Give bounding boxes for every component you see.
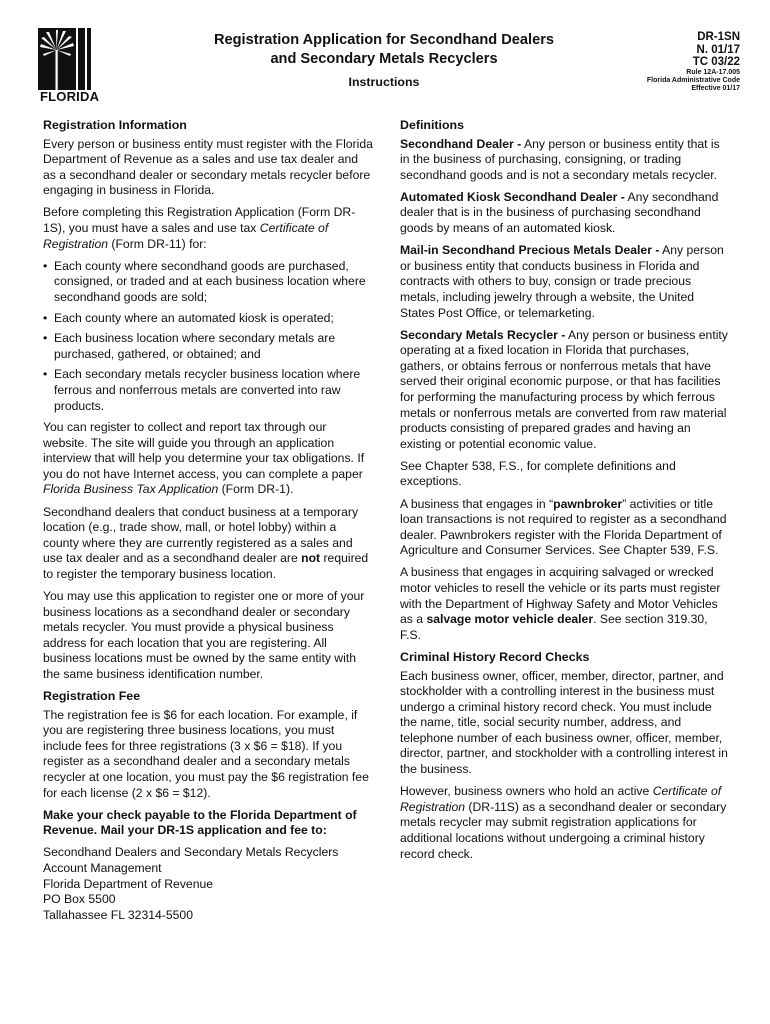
list-item: • Each secondary metals recycler business location where ferrous and nonferrous metals are converted into raw products. bbox=[43, 367, 373, 414]
paragraph: Secondhand dealers that conduct business at a temporary location (e.g., trade show, mall, or hotel lobby) within a county where they are currently registered as a sales and use tax dealer and as a secondhand dealer are not required to register the temporary business location. bbox=[43, 504, 369, 581]
mailing-instruction: Make your check payable to the Florida Department of Revenue. Mail your DR-1S application and fee to: bbox=[43, 807, 357, 838]
definition: Secondhand Dealer - Any person or business entity that is in the business of purchasing, consigning, or trading secondhand goods and is not a secondary metals recycler. bbox=[400, 136, 720, 182]
paragraph: You can register to collect and report tax through our website. The site will guide you through an application interview that will help you determine your tax obligations. If you do not have Internet access, you can complete a paper Florida Business Tax Application (Form DR-1). bbox=[43, 420, 365, 497]
effective-date: Effective 01/17 bbox=[691, 84, 740, 92]
definition: Automated Kiosk Secondhand Dealer - Any secondhand dealer that is in the business of purchasing secondhand goods by means of an automated kiosk. bbox=[400, 189, 719, 236]
requirements-list bbox=[43, 259, 373, 414]
mailing-address bbox=[43, 845, 373, 923]
paragraph: The registration fee is $6 for each location. For example, if you are registering three business locations, you must include fees for three registrations (3 x $6 = $18). If you register as a secondhand dealer and a secondary metals recycler at one location, you must pay the $6 registration fee for each license (2 x $6 = $12). bbox=[43, 707, 369, 800]
definitions-heading: Definitions bbox=[400, 118, 465, 132]
address-line: Account Management bbox=[43, 861, 162, 876]
paragraph: Each business owner, officer, member, director, partner, and stockholder with a controlling interest in the business must undergo a criminal history record check. You must include the name, title, social security number, address, and telephone number of each business owner, officer, member, director, partner, and stockholder with a controlling interest in the business. bbox=[400, 668, 728, 777]
paragraph: A business that engages in acquiring salvaged or wrecked motor vehicles to resell the vehicle or its parts must register with the Department of Highway Safety and Motor Vehicles as a salvage motor vehicle dealer. See section 319.30, F.S. bbox=[400, 565, 721, 642]
registration-info-heading: Registration Information bbox=[43, 118, 187, 132]
registration-fee-heading: Registration Fee bbox=[43, 689, 141, 704]
list-item: • Each county where an automated kiosk is operated; bbox=[43, 311, 373, 327]
address-line: Florida Department of Revenue bbox=[43, 876, 214, 891]
paragraph: Every person or business entity must register with the Florida Department of Revenue as a sales and use tax dealer and as a secondhand dealer or secondary metals recycler before engaging in business in Florida. bbox=[43, 136, 373, 198]
address-line: Secondhand Dealers and Secondary Metals Recyclers bbox=[43, 845, 339, 860]
list-item: • Each business location where secondary metals are purchased, gathered, or obtained; and bbox=[43, 331, 373, 362]
criminal-history-heading: Criminal History Record Checks bbox=[400, 649, 590, 664]
form-tc: TC 03/22 bbox=[692, 56, 740, 68]
list-item: • Each county where secondhand goods are purchased, consigned, or traded and at each business location where secondhand goods are sold; bbox=[43, 259, 373, 306]
address-line: Tallahassee FL 32314-5500 bbox=[43, 907, 193, 922]
form-code: DR-1SN bbox=[697, 31, 740, 43]
page-title: Registration Application for Secondhand Dealers and Secondary Metals Recyclers bbox=[213, 32, 555, 67]
left-column bbox=[43, 118, 373, 923]
paragraph: You may use this application to register one or more of your business locations as a secondhand dealer or secondary metals recycler. You must provide a physical business address for each location that you are registering. All business locations must be owned by the same entity with the same business identification number. bbox=[43, 589, 365, 681]
definition: Secondary Metals Recycler - Any person or business entity operating at a fixed location in Florida that purchases, gathers, or obtains ferrous or nonferrous metals that have served their original economic purpose, or that has facilities for performing the manufacturing process by which ferrous metals or nonferrous metals are converted from raw material products consisting of prepared grades and having an existing or potential economic value. bbox=[400, 327, 728, 451]
admin-code: Florida Administrative Code bbox=[646, 76, 740, 84]
logo-wordmark: FLORIDA bbox=[40, 89, 100, 104]
definition: Mail-in Secondhand Precious Metals Dealer - Any person or business entity that conducts business in Florida and contracts with others to buy, consign or trade precious metals, including jewelry through a website, the United States Post Office, or telemarketing. bbox=[400, 243, 724, 320]
paragraph: A business that engages in “pawnbroker” activities or title loan transactions is not required to register as a secondhand dealer. Pawnbrokers register with the Florida Department of Agriculture and Consumer Services. See Chapter 539, F.S. bbox=[400, 496, 727, 558]
form-revision: N. 01/17 bbox=[696, 43, 740, 56]
rule-number: Rule 12A-17.005 bbox=[686, 68, 740, 76]
address-line: PO Box 5500 bbox=[43, 892, 116, 907]
right-column bbox=[400, 118, 730, 869]
paragraph: However, business owners who hold an active Certificate of Registration (DR-11S) as a secondhand dealer or secondary metals recycler may submit registration applications for additional locations without undergoing a criminal history record check. bbox=[400, 784, 727, 861]
paragraph: See Chapter 538, F.S., for complete definitions and exceptions. bbox=[400, 458, 676, 489]
paragraph: Before completing this Registration Application (Form DR-1S), you must have a sales and use tax Certificate of Registration (Form DR-11) for: bbox=[43, 205, 356, 251]
form-identifier bbox=[647, 31, 740, 93]
palm-tree-icon bbox=[38, 28, 94, 90]
page-subtitle: Instructions bbox=[348, 75, 420, 89]
